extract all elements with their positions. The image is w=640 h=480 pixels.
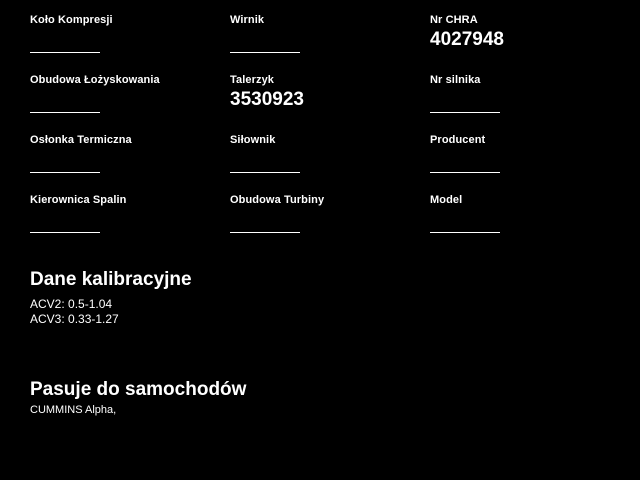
spec-underline <box>30 112 100 113</box>
spec-underline <box>230 52 300 53</box>
spec-field-kolo-kompresji <box>30 14 230 74</box>
spec-value: 4027948 <box>430 29 504 50</box>
spec-label: Obudowa Łożyskowania <box>30 74 160 86</box>
spec-underline <box>230 232 300 233</box>
spec-value <box>430 89 610 111</box>
spec-label: Wirnik <box>230 14 265 26</box>
spec-label: Talerzyk <box>230 74 275 86</box>
spec-value <box>430 209 610 231</box>
spec-label: Producent <box>430 134 486 146</box>
specification-grid <box>30 14 610 254</box>
calibration-title: Dane kalibracyjne <box>30 269 192 290</box>
spec-label: Osłonka Termiczna <box>30 134 132 146</box>
spec-underline <box>430 172 500 173</box>
spec-underline <box>30 232 100 233</box>
spec-label: Model <box>430 194 463 206</box>
spec-label: Siłownik <box>230 134 276 146</box>
calibration-line: ACV3: 0.33-1.27 <box>30 312 119 326</box>
spec-field-producent <box>430 134 610 194</box>
fitment-line: CUMMINS Alpha, <box>30 404 117 416</box>
spec-value: 3530923 <box>230 89 304 110</box>
spec-value <box>30 89 230 111</box>
spec-value <box>30 149 230 171</box>
spec-field-oslonka-termiczna <box>30 134 230 194</box>
spec-field-silownik <box>230 134 430 194</box>
spec-value <box>230 209 430 231</box>
spec-field-nr-silnika <box>430 74 610 134</box>
spec-underline <box>430 232 500 233</box>
fitment-section <box>30 378 246 418</box>
spec-value <box>30 209 230 231</box>
spec-label: Koło Kompresji <box>30 14 113 26</box>
spec-value <box>30 29 230 51</box>
fitment-title: Pasuje do samochodów <box>30 379 247 400</box>
spec-field-obudowa-lozyskowania <box>30 74 230 134</box>
spec-field-model <box>430 194 610 254</box>
spec-field-kierownica-spalin <box>30 194 230 254</box>
spec-underline <box>30 172 100 173</box>
calibration-section <box>30 268 192 327</box>
spec-label: Nr silnika <box>430 74 481 86</box>
spec-field-obudowa-turbiny <box>230 194 430 254</box>
spec-label: Nr CHRA <box>430 14 478 26</box>
spec-label: Kierownica Spalin <box>30 194 127 206</box>
spec-value <box>230 149 430 171</box>
spec-underline <box>430 112 500 113</box>
spec-field-talerzyk <box>230 74 430 134</box>
spec-underline <box>30 52 100 53</box>
spec-underline <box>230 172 300 173</box>
calibration-line: ACV2: 0.5-1.04 <box>30 297 113 311</box>
spec-field-wirnik <box>230 14 430 74</box>
spec-label: Obudowa Turbiny <box>230 194 325 206</box>
spec-value <box>230 29 430 51</box>
spec-field-nr-chra <box>430 14 610 74</box>
spec-value <box>430 149 610 171</box>
